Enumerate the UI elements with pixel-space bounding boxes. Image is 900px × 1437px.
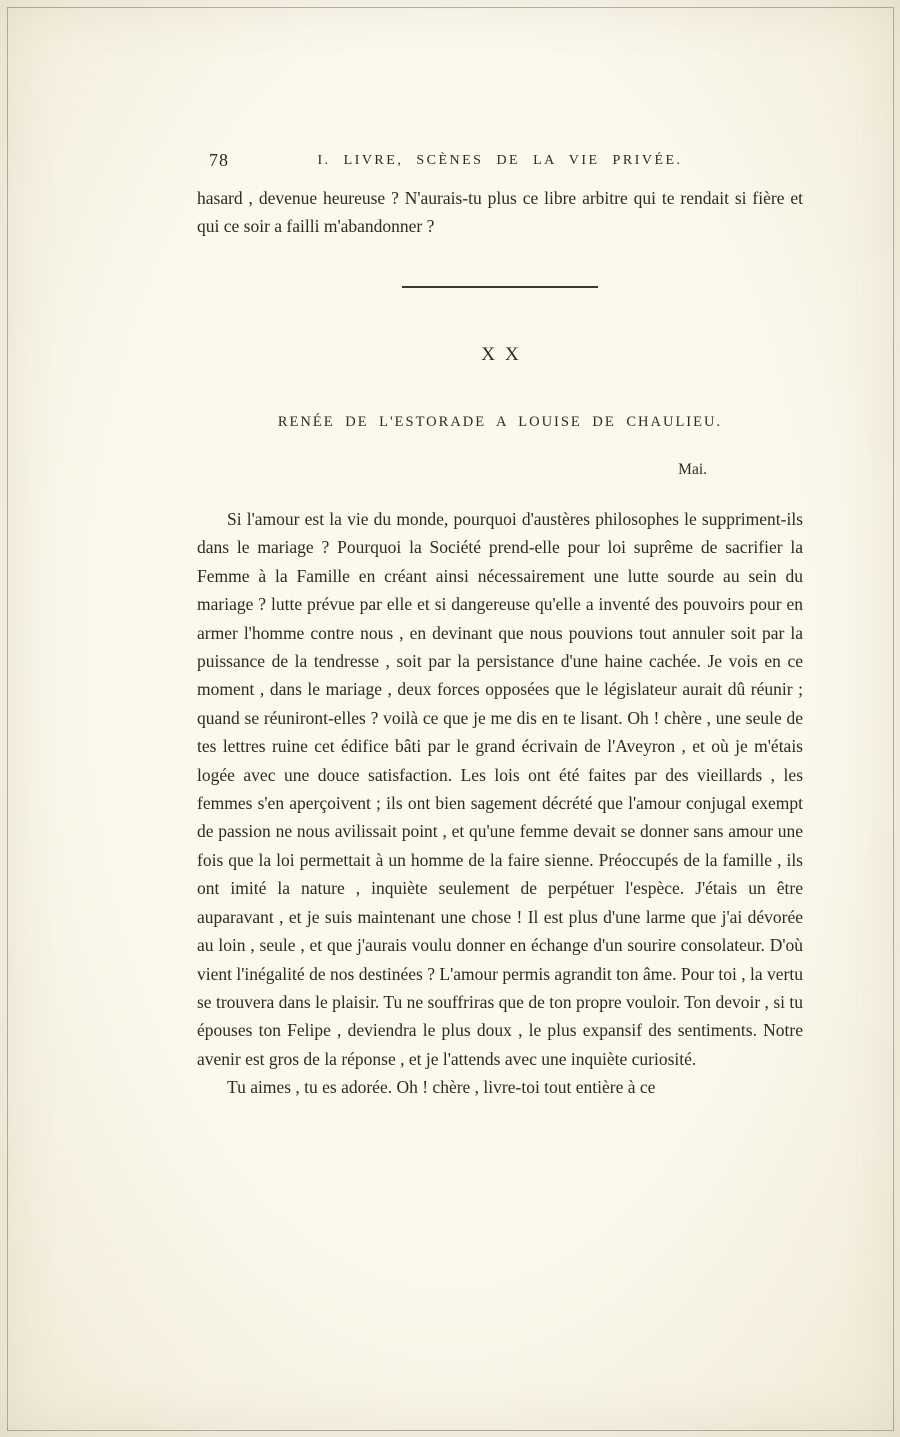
continuation-paragraph: hasard , devenue heureuse ? N'aurais-tu plus ce libre arbitre qui te rendait si fière et qui ce soir a failli m'abandonner ? bbox=[197, 188, 803, 236]
section-divider bbox=[402, 286, 598, 288]
dateline: Mai. bbox=[678, 461, 707, 478]
chapter-heading: RENÉE DE L'ESTORADE A LOUISE DE CHAULIEU. bbox=[277, 414, 723, 430]
letter-paragraph: Tu aimes , tu es adorée. Oh ! chère , livre-toi tout entière à ce bbox=[227, 1077, 656, 1098]
page-number: 78 bbox=[209, 150, 229, 170]
page-header bbox=[197, 150, 803, 178]
chapter-number: XX bbox=[481, 344, 529, 365]
letter-paragraph: Si l'amour est la vie du monde, pourquoi d'austères philosophes le suppriment-ils dans le mariage ? Pourquoi la Société prend-elle pour loi suprême de sacrifier la Femme à la Famille en créant ainsi nécessairement une lutte sourde au sein du mariage ? lutte prévue par elle et si dangereuse qu'elle a inventé des pouvoirs pour en armer l'homme contre nous , en devinant que nous pouvions tout annuler soit par la puissance de la tendresse , soit par la persistance d'une haine cachée. Je vois en ce moment , dans le mariage , deux forces opposées que le législateur aurait dû réunir ; quand se réuniront-elles ? voilà ce que je me dis en te lisant. Oh ! chère , une seule de tes lettres ruine cet édifice bâti par le grand écrivain de l'Aveyron , et où je m'étais logée avec une douce satisfaction. Les lois ont été faites par des vieillards , les femmes s'en aperçoivent ; ils ont bien sagement décrété que l'amour conjugal exempt de passion ne nous avilissait point , et qu'une femme devait se donner sans amour une fois que la loi permettait à un homme de la faire sienne. Préoccupés de la famille , ils ont imité la nature , inquiète seulement de perpétuer l'espèce. J'étais un être auparavant , et je suis maintenant une chose ! Il est plus d'une larme que j'ai dévorée au loin , seule , et que j'aurais voulu donner en échange d'un sourire consolateur. D'où vient l'inégalité de nos destinées ? L'amour permis agrandit ton âme. Pour toi , la vertu se trouvera dans le plaisir. Tu ne souffriras que de ton propre vouloir. Ton devoir , si tu épouses ton Felipe , deviendra le plus doux , le plus expansif des sentiments. Notre avenir est gros de la réponse , et je l'attends avec une inquiète curiosité. bbox=[197, 509, 803, 1069]
running-title: I. LIVRE, SCÈNES DE LA VIE PRIVÉE. bbox=[317, 153, 683, 168]
text-block bbox=[197, 150, 803, 1102]
letter-body bbox=[197, 505, 803, 1102]
